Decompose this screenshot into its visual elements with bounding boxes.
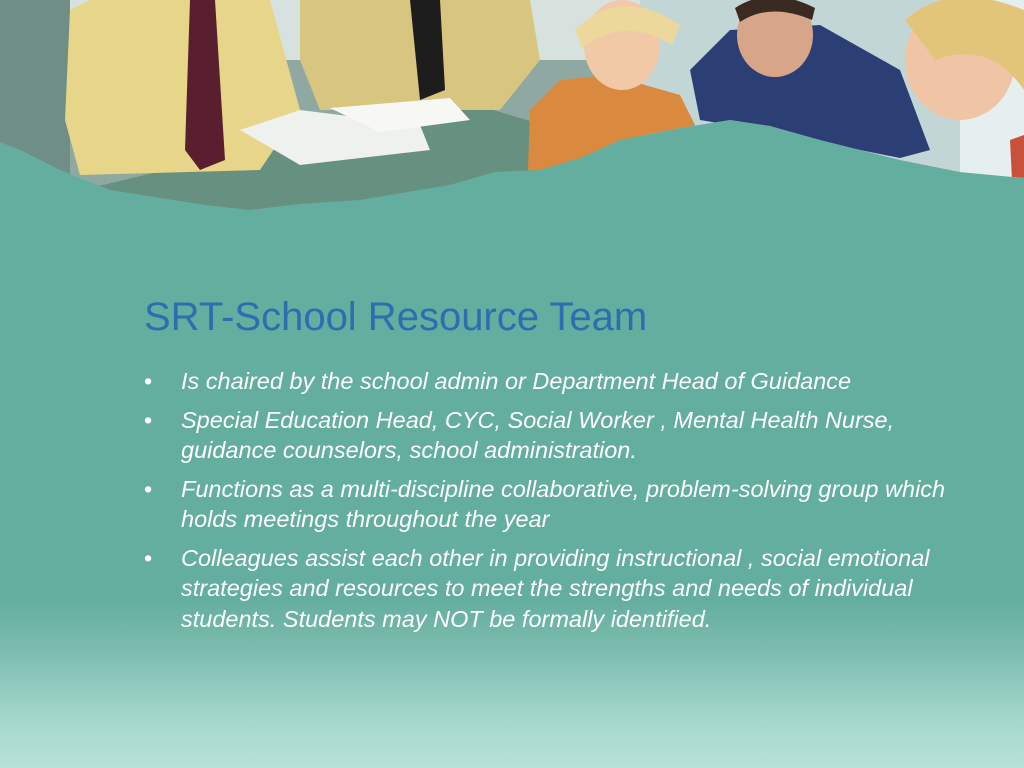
bullet-text: Functions as a multi-discipline collaborative, problem-solving group which holds meetings throughout the year <box>181 475 946 532</box>
slide-title: SRT-School Resource Team <box>144 295 648 339</box>
list-item <box>144 543 974 635</box>
bullet-icon: • <box>144 544 153 571</box>
header-photo <box>0 0 1024 230</box>
bullet-icon: • <box>144 368 153 394</box>
bullet-list <box>144 366 974 642</box>
bullet-text: Special Education Head, CYC, Social Worker , Mental Health Nurse, guidance counselors, school administration. <box>181 406 895 463</box>
bullet-text: Colleagues assist each other in providing instructional , social emotional strategies and resources to meet the strengths and needs of individual students. Students may NOT be formally identified. <box>181 544 930 632</box>
bullet-icon: • <box>144 406 153 433</box>
bullet-icon: • <box>144 475 153 502</box>
list-item <box>144 405 974 466</box>
list-item <box>144 366 974 397</box>
bullet-text: Is chaired by the school admin or Department Head of Guidance <box>181 368 852 394</box>
list-item <box>144 474 974 535</box>
